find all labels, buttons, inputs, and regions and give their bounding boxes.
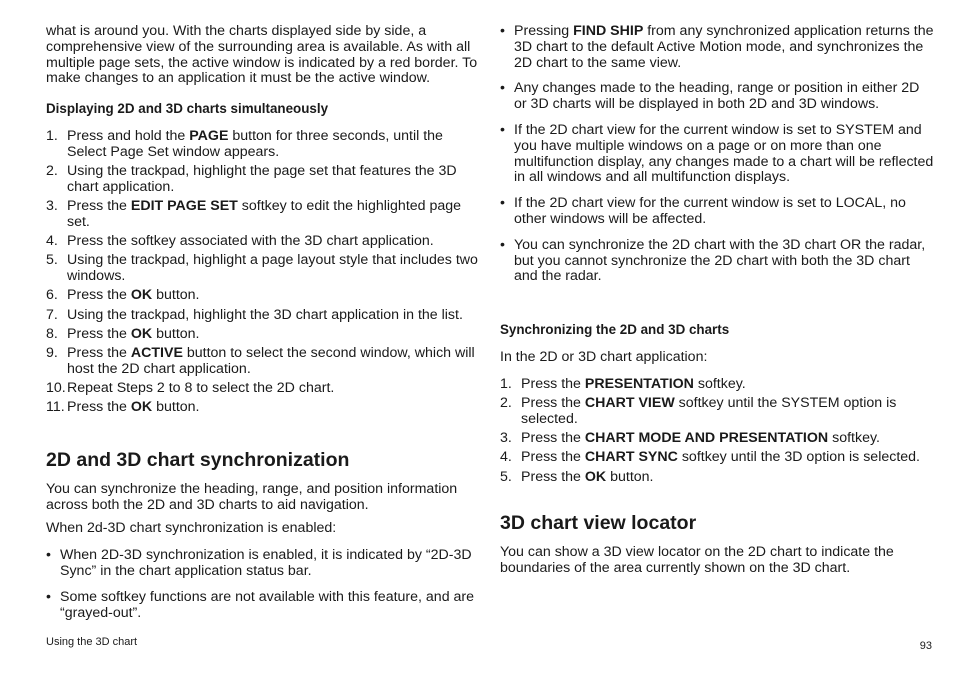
list-item: 6. Press the OK button. <box>46 287 200 304</box>
locator-paragraph: You can show a 3D view locator on the 2D chart to indicate the boundaries of the area currently shown on the 3D chart. <box>500 544 894 577</box>
left-column <box>46 24 480 631</box>
list-item: • If the 2D chart view for the current window is set to SYSTEM and you have multiple windows on a page or on more than one multifunction display, any changes made to a chart will be reflected in all windows and all multifunction displays. <box>500 121 934 186</box>
list-item: 5. Using the trackpad, highlight a page layout style that includes two windows. <box>46 252 478 285</box>
list-item: 5. Press the OK button. <box>500 468 654 485</box>
locator-section-title: 3D chart view locator <box>500 512 697 535</box>
sync-when-paragraph: When 2d-3D chart synchronization is enabled: <box>46 520 337 537</box>
list-item: • When 2D-3D synchronization is enabled, it is indicated by “2D-3D Sync” in the chart application status bar. <box>46 547 472 580</box>
page-number: 93 <box>919 640 932 652</box>
sync-behavior-list <box>500 24 934 285</box>
sync-section-title: 2D and 3D chart synchronization <box>46 448 350 471</box>
list-item: 9. Press the ACTIVE button to select the second window, which will host the 2D chart application. <box>46 344 475 377</box>
display-steps-list <box>46 129 480 416</box>
list-item: 3. Press the EDIT PAGE SET softkey to edit the highlighted page set. <box>46 198 462 230</box>
list-item: • If the 2D chart view for the current window is set to LOCAL, no other windows will be affected. <box>500 195 906 227</box>
list-item: 4. Press the CHART SYNC softkey until the 3D option is selected. <box>500 449 920 466</box>
list-item: • Pressing FIND SHIP from any synchronized application returns the 3D chart to the default Active Motion mode, and synchronizes the 2D chart to the same view. <box>500 23 934 71</box>
list-item: 4. Press the softkey associated with the 3D chart application. <box>46 233 434 250</box>
synchronizing-heading: Synchronizing the 2D and 3D charts <box>500 322 730 338</box>
sync-steps-list <box>500 377 934 485</box>
right-column <box>500 24 934 591</box>
list-item: 1. Press and hold the PAGE button for three seconds, until the Select Page Set window appears. <box>46 128 443 160</box>
sync-bullets-list <box>46 548 480 621</box>
intro-paragraph: what is around you. With the charts displayed side by side, a comprehensive view of the surrounding area is available. As with all multiple page sets, the active window is indicated by a red border. To make changes to an application it must be the active window. <box>46 23 478 87</box>
list-item: 1. Press the PRESENTATION softkey. <box>500 375 746 392</box>
list-item: 10. Repeat Steps 2 to 8 to select the 2D chart. <box>46 379 335 396</box>
display-heading: Displaying 2D and 3D charts simultaneously <box>46 101 329 117</box>
list-item: • You can synchronize the 2D chart with the 3D chart OR the radar, but you cannot synchronize the 2D chart with both the 3D chart and the radar. <box>500 236 926 285</box>
list-item: 2. Using the trackpad, highlight the page set that features the 3D chart application. <box>46 163 457 195</box>
list-item: 7. Using the trackpad, highlight the 3D chart application in the list. <box>46 306 463 323</box>
sync-paragraph: You can synchronize the heading, range, and position information across both the 2D and 3D charts to aid navigation. <box>46 480 458 513</box>
list-item: 8. Press the OK button. <box>46 325 200 342</box>
sync-intro-paragraph: In the 2D or 3D chart application: <box>500 349 708 366</box>
list-item: • Some softkey functions are not available with this feature, and are “grayed-out”. <box>46 588 475 621</box>
list-item: 3. Press the CHART MODE AND PRESENTATION softkey. <box>500 430 880 447</box>
list-item: 2. Press the CHART VIEW softkey until the SYSTEM option is selected. <box>500 395 897 427</box>
list-item: • Any changes made to the heading, range or position in either 2D or 3D charts will be displayed in both 2D and 3D windows. <box>500 80 920 113</box>
list-item: 11. Press the OK button. <box>46 399 200 416</box>
footer-section-name: Using the 3D chart <box>46 636 138 648</box>
